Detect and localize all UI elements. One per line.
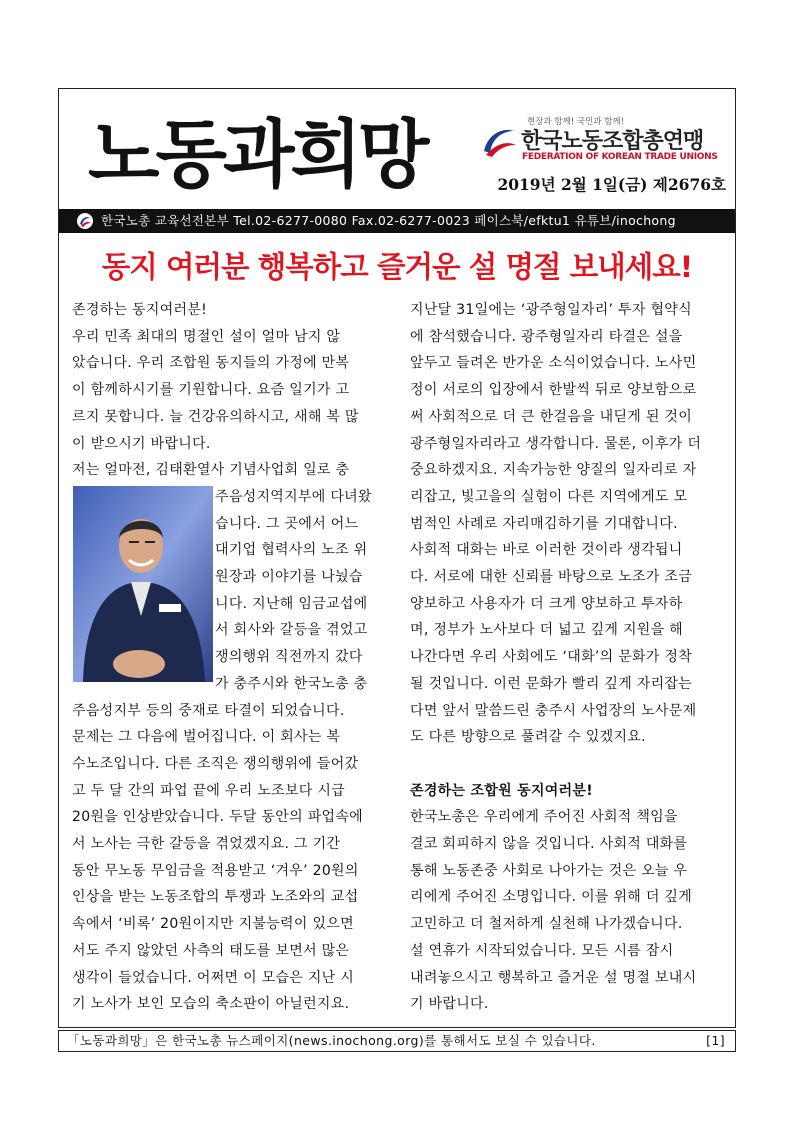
paragraph-line: 고 두 달 간의 파업 끝에 우리 노조보다 시급	[72, 782, 346, 799]
paragraph-line: 습니다. 그 곳에서 어느	[215, 515, 359, 532]
paragraph-line: 쟁의행위 직전까지 갔다	[215, 649, 363, 666]
contact-info-text: 한국노총 교육선전본부 Tel.02-6277-0080 Fax.02-6277-0023 페이스북/efktu1 유튜브/inochong	[101, 213, 676, 228]
paragraph-line: 사회적 대화는 바로 이러한 것이라 생각됩니	[410, 542, 683, 559]
paragraph-line: 우리 민족 최대의 명절인 설이 얼마 남지 않	[72, 328, 341, 345]
paragraph-line: 리에게 주어진 소명입니다. 이를 위해 더 깊게	[410, 889, 693, 906]
paragraph-line: 리잡고, 빛고을의 실험이 다른 지역에게도 모	[410, 488, 688, 505]
paragraph-line: 동안 무노동 무임금을 적용받고 ‘겨우’ 20원의	[72, 862, 359, 879]
paragraph-line: 양보하고 사용자가 더 크게 양보하고 투자하	[410, 595, 683, 612]
section-subhead: 존경하는 조합원 동지여러분!	[410, 782, 593, 799]
paragraph-line: 중요하겠지요. 지속가능한 양질의 일자리로 자	[410, 462, 697, 479]
paragraph-line: 써 사회적으로 더 큰 한걸음을 내딛게 된 것이	[410, 408, 693, 425]
paragraph-line: 서 회사와 갈등을 겪었고	[215, 622, 368, 639]
paragraph-line: 르지 못합니다. 늘 건강유의하시고, 새해 복 많	[72, 408, 359, 425]
paragraph-line: 에 참석했습니다. 광주형일자리 타결은 설을	[410, 328, 683, 345]
paragraph-line: 내려놓으시고 행복하고 즐거운 설 명절 보내시	[410, 969, 697, 986]
paragraph-line: 설 연휴가 시작되었습니다. 모든 시름 잠시	[410, 942, 674, 959]
contact-info-bar	[59, 209, 735, 233]
paragraph-line: 저는 얼마전, 김태환열사 기념사업회 일로 충	[72, 462, 350, 479]
page-number: [1]	[706, 1033, 725, 1048]
paragraph-line: 고민하고 더 철저하게 실천해 나가겠습니다.	[410, 916, 683, 933]
paragraph-line: 며, 정부가 노사보다 더 넓고 깊게 지원을 해	[410, 622, 684, 639]
paragraph-line: 범적인 사례로 자리매김하기를 기대합니다.	[410, 515, 678, 532]
paragraph-line: 생각이 들었습니다. 어쩌면 이 모습은 지난 시	[72, 969, 355, 986]
paragraph-line: 이 받으시기 바랍니다.	[72, 435, 211, 452]
org-name-en: FEDERATION OF KOREAN TRADE UNIONS	[522, 152, 718, 162]
blank-line	[410, 751, 720, 778]
paragraph-line: 문제는 그 다음에 벌어집니다. 이 회사는 복	[72, 729, 341, 746]
paragraph-line: 속에서 ‘비록’ 20원이지만 지불능력이 있으면	[72, 916, 354, 933]
paragraph-line: 지난달 31일에는 ‘광주형일자리’ 투자 협약식	[410, 302, 692, 318]
paragraph-line: 가 충주시와 한국노총 충	[215, 675, 368, 692]
headline: 동지 여러분 행복하고 즐거운 설 명절 보내세요!	[101, 250, 693, 284]
paragraph-line: 대기업 협력사의 노조 위	[215, 542, 368, 559]
paragraph-line: 통해 노동존중 사회로 나아가는 것은 오늘 우	[410, 862, 688, 879]
paragraph-line: 주음성지부 등의 중재로 타결이 되었습니다.	[72, 702, 345, 719]
newsletter-title: 노동과희망	[88, 112, 426, 198]
paragraph-line: 원장과 이야기를 나눴습	[215, 569, 363, 586]
org-name-ko: 한국노동조합총연맹	[521, 129, 704, 154]
paragraph-line: 서도 주지 않았던 사측의 태도를 보면서 많은	[72, 942, 350, 959]
paragraph-line: 존경하는 동지여러분!	[72, 302, 208, 318]
right-column-text	[410, 297, 720, 1018]
paragraph-line: 도 다른 방향으로 풀려갈 수 있겠지요.	[410, 729, 646, 746]
paragraph-line: 서 노사는 극한 갈등을 겪었겠지요. 그 기간	[72, 836, 341, 853]
paragraph-line: 수노조입니다. 다른 조직은 쟁의행위에 들어갔	[72, 755, 359, 772]
slogan: 현장과 함께! 국민과 함께!	[527, 117, 625, 127]
left-column-text	[72, 297, 372, 1018]
issue-date-number: 2019년 2월 1일(금) 제2676호	[497, 175, 726, 194]
paragraph-line: 기 노사가 보인 모습의 축소판이 아닐런지요.	[72, 996, 350, 1013]
paragraph-line: 광주형일자리라고 생각합니다. 물론, 이후가 더	[410, 435, 702, 452]
paragraph-line: 다면 앞서 말씀드린 충주시 사업장의 노사문제	[410, 702, 697, 719]
paragraph-line: 20원을 인상받았습니다. 두달 동안의 파업속에	[72, 809, 363, 826]
fktu-logo-icon	[480, 123, 518, 161]
paragraph-line: 한국노총은 우리에게 주어진 사회적 책임을	[410, 809, 678, 826]
paragraph-line: 인상을 받는 노동조합의 투쟁과 노조와의 교섭	[72, 889, 359, 906]
paragraph-line: 주음성지역지부에 다녀왔	[215, 488, 372, 505]
paragraph-line: 나간다면 우리 사회에도 ‘대화’의 문화가 정착	[410, 649, 693, 666]
paragraph-line: 앞두고 들려온 반가운 소식이었습니다. 노사민	[410, 355, 697, 372]
paragraph-line: 결코 회피하지 않을 것입니다. 사회적 대화를	[410, 836, 688, 853]
paragraph-line: 니다. 지난해 임금교섭에	[215, 595, 368, 612]
paragraph-line: 이 함께하시기를 기원합니다. 요즘 일기가 고	[72, 382, 350, 399]
paragraph-line: 기 바랍니다.	[410, 996, 489, 1013]
paragraph-line: 정이 서로의 입장에서 한발씩 뒤로 양보함으로	[410, 382, 697, 399]
footer-text: 「노동과희망」은 한국노총 뉴스페이지(news.inochong.org)를 통해서도 보실 수 있습니다.	[67, 1033, 596, 1048]
paragraph-line: 았습니다. 우리 조합원 동지들의 가정에 만복	[72, 355, 350, 372]
paragraph-line: 될 것입니다. 이런 문화가 빨리 깊게 자리잡는	[410, 675, 693, 692]
paragraph-line: 다. 서로에 대한 신뢰를 바탕으로 노조가 조금	[410, 569, 693, 586]
fktu-small-logo-icon	[77, 213, 93, 229]
footer-bar	[58, 1030, 736, 1052]
